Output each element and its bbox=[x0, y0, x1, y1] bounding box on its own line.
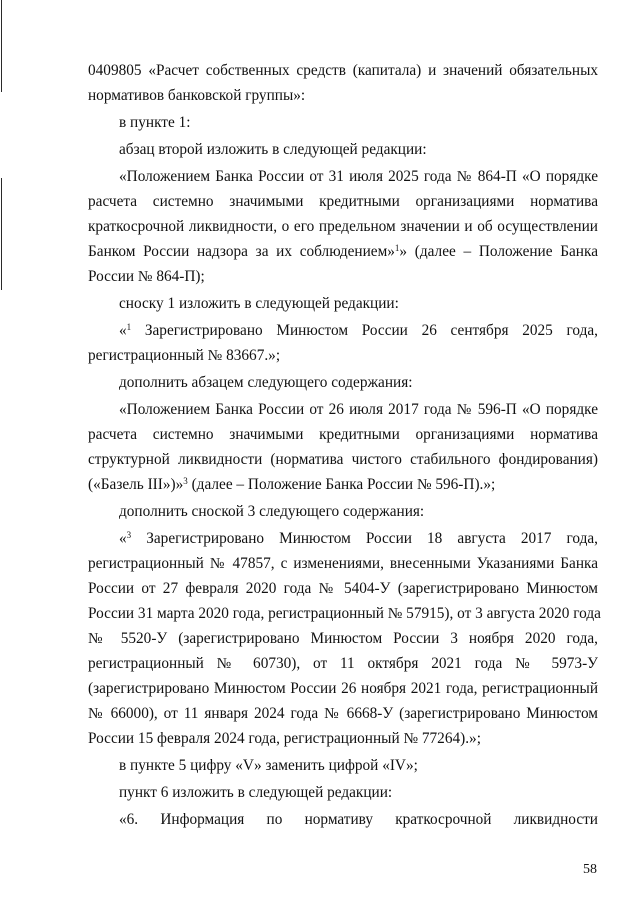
text-line: регистрационный № 47857, с изменениями, внесенными Указаниями Банка bbox=[88, 555, 598, 572]
text-line: сноску 1 изложить в следующей редакции: bbox=[119, 295, 399, 312]
text-line: краткосрочной ликвидности, о его предельном значении и об осуществлении bbox=[88, 218, 598, 235]
text-line: (зарегистрировано Минюстом России 26 ноября 2021 года, регистрационный bbox=[88, 680, 598, 697]
footnote-mark: 1 bbox=[126, 322, 132, 333]
text-line: дополнить сноской 3 следующего содержания: bbox=[119, 503, 425, 520]
scan-edge-line-top bbox=[1, 0, 2, 92]
text-line: регистрационный № 60730), от 11 октября 2021 года № 5973-У bbox=[88, 655, 598, 672]
open-quote: « bbox=[119, 322, 127, 339]
text-line bbox=[88, 472, 598, 497]
text-fragment: («Базель III»)» bbox=[88, 476, 184, 493]
text-line: «Положением Банка России от 26 июля 2017 года № 596-П «О порядке bbox=[119, 401, 598, 418]
text-line: России 31 марта 2020 года, регистрационный № 57915), от 3 августа 2020 года bbox=[88, 605, 601, 622]
footnote-mark: 3 bbox=[183, 476, 188, 487]
text-line bbox=[88, 239, 598, 264]
document-page bbox=[88, 58, 601, 832]
text-line: в пункте 1: bbox=[119, 114, 191, 131]
text-fragment: » (далее – Положение Банка bbox=[399, 243, 598, 260]
text-line: регистрационный № 83667.»; bbox=[88, 347, 281, 364]
text-line: России от 27 февраля 2020 года № 5404-У (зарегистрировано Минюстом bbox=[88, 580, 598, 597]
text-line: в пункте 5 цифру «V» заменить цифрой «IV»; bbox=[119, 757, 418, 774]
text-fragment: Зарегистрировано Минюстом России 26 сентября 2025 года, bbox=[144, 322, 598, 339]
page-number: 58 bbox=[583, 862, 597, 877]
text-line: «Положением Банка России от 31 июля 2025 года № 864-П «О порядке bbox=[119, 168, 598, 185]
text-line: структурной ликвидности (норматива чистого стабильного фондирования) bbox=[88, 451, 598, 468]
text-line: № 5520-У (зарегистрировано Минюстом России 3 ноября 2020 года, bbox=[88, 630, 598, 647]
text-line: дополнить абзацем следующего содержания: bbox=[119, 374, 413, 391]
text-line: 0409805 «Расчет собственных средств (капитала) и значений обязательных bbox=[88, 62, 598, 79]
text-line bbox=[88, 318, 598, 343]
text-line: абзац второй изложить в следующей редакции: bbox=[119, 141, 427, 158]
text-fragment: Зарегистрировано Минюстом России 18 августа 2017 года, bbox=[146, 530, 599, 547]
scan-edge-line-middle bbox=[1, 178, 2, 290]
text-fragment: (далее – Положение Банка России № 596-П).»; bbox=[187, 476, 496, 493]
open-quote: « bbox=[119, 530, 127, 547]
text-line: России 15 февраля 2024 года, регистрационный № 77264).»; bbox=[88, 730, 481, 747]
text-line: расчета системно значимыми кредитными организациями норматива bbox=[88, 193, 598, 210]
text-line bbox=[88, 526, 598, 551]
text-line: расчета системно значимыми кредитными организациями норматива bbox=[88, 426, 598, 443]
footnote-mark: 1 bbox=[394, 243, 400, 254]
text-line: пункт 6 изложить в следующей редакции: bbox=[119, 784, 393, 801]
text-line: России № 864-П); bbox=[88, 268, 205, 285]
footnote-mark: 3 bbox=[126, 530, 132, 541]
text-line: «6. Информация по нормативу краткосрочной ликвидности bbox=[119, 811, 598, 828]
text-fragment: Банком России надзора за их соблюдением» bbox=[88, 243, 395, 260]
text-line: № 66000), от 11 января 2024 года № 6668-У (зарегистрировано Минюстом bbox=[88, 705, 598, 722]
text-line: нормативов банковской группы»: bbox=[88, 87, 306, 104]
